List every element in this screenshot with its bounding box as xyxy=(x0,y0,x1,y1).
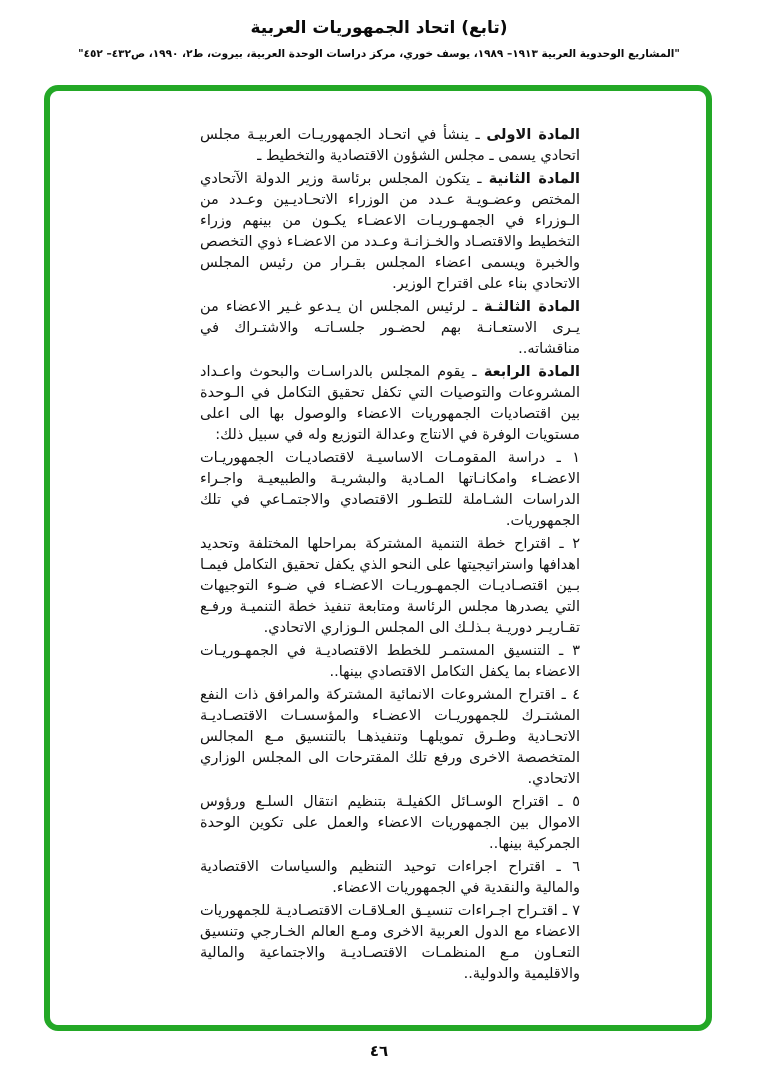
clause-5-paragraph: ٥ ـ اقتراح الوسـائل الكفيلـة بتنظيم انتقال السلـع ورؤوس الاموال بين الجمهوريات الاعضاء والعمل على تكوين الوحدة الجمركية بينها.. xyxy=(200,794,580,852)
clause-2-paragraph: ٢ ـ اقتراح خطة التنمية المشتركة بمراحلها المختلفة وتحديد اهدافها واستراتيجيتها على النحو الذي يكفل تحقيق التكامل فيمـا بـين اقتصـاديـات الجمهـوريـات الاعضـاء في ضـوء التوجيهات التي يصدرها مجلس الرئاسة ومتابعة تنفيذ خطة التنميـة ورفـع تقـاريـر دوريـة بـذلـك الى المجلس الـوزاري الاتحادي. xyxy=(200,536,580,636)
article-4-paragraph xyxy=(200,362,580,446)
green-border-frame xyxy=(44,85,712,1031)
clause-3-paragraph: ٣ ـ التنسيق المستمـر للخطط الاقتصاديـة في الجمهـوريـات الاعضاء بما يكفل التكامل الاقتصادي بينها.. xyxy=(200,643,580,680)
page-number: ٤٦ xyxy=(369,1042,389,1060)
article-3-text: ـ لرئيس المجلس ان يـدعو غـير الاعضاء من يـرى الاستعـانـة بهم لحضـور جلسـاتـه والاشتـراك في مناقشاته.. xyxy=(200,299,580,357)
page-title: (تابع) اتحاد الجمهوريات العربية xyxy=(250,18,508,38)
article-4-label: المادة الرابعة xyxy=(483,364,580,380)
article-1-text: ـ ينشأ في اتحـاد الجمهوريـات العربيـة مجلس اتحادي يسمى ـ مجلس الشؤون الاقتصادية والتخطيط ـ xyxy=(200,127,580,164)
article-3-label: المادة الثالثـة xyxy=(484,299,580,315)
article-4-text: ـ يقوم المجلس بالدراسـات والبحوث واعـداد المشروعات والتوصيات التي تكفل تحقيق التكامل في الـوحدة بين اقتصاديات الجمهوريات الاعضاء والوصول بها الى اعلى مستويات الوفرة في الانتاج وعدالة التوزيع وله في سبيل ذلك: xyxy=(200,364,580,443)
clause-6-paragraph: ٦ ـ اقتراح اجراءات توحيد التنظيم والسياسات الاقتصادية والمالية والنقدية في الجمهوريات الاعضاء. xyxy=(200,859,580,896)
bibliographic-source-line: "المشاريع الوحدوية العربية ١٩١٣– ١٩٨٩، يوسف خوري، مركز دراسات الوحدة العربية، بيروت، ط٢، ١٩٩٠، ص٤٣٢– ٤٥٢" xyxy=(78,48,680,60)
document-text-column xyxy=(200,125,580,987)
article-2-text: ـ يتكون المجلس برئاسة وزير الدولة الآتحادي المختص وعضـويـة عـدد من الوزراء الاتحـاديـين وعـدد من الـوزراء في الجمهـوريـات الاعضـاء يكـون من بينهم وزراء التخطيط والاقتصـاد والخـزانـة وعـدد من الاعضـاء ذوي التخصص والخبرة ويسمى اعضاء المجلس بقـرار من رئيس المجلس الاتحادي بناء على اقتراح الوزير. xyxy=(200,171,580,292)
article-1-label: المادة الاولى xyxy=(486,127,580,143)
clause-7-paragraph: ٧ ـ اقتـراح اجـراءات تنسيـق العـلاقـات الاقتصـاديـة للجمهوريات الاعضاء مع الدول العربية الاخرى ومـع العالم الخـارجي وتنسيق التعـاون مـع المنظمـات الاقتصـاديـة والاجتماعية والمالية والاقليمية والدولية.. xyxy=(200,903,580,982)
article-2-paragraph xyxy=(200,169,580,295)
article-3-paragraph xyxy=(200,297,580,360)
article-2-label: المادة الثانية xyxy=(488,171,580,187)
article-1-paragraph xyxy=(200,125,580,167)
clause-4-paragraph: ٤ ـ اقتراح المشروعات الانمائية المشتركة والمرافق ذات النفع المشتـرك للجمهوريـات الاعضـاء والمؤسسـات الاقتصـاديـة الاتحـادية وطـرق تمويلهـا وتنفيذهـا بالتنسيق مـع المجالس المتخصصة الاخرى ورفع تلك المقترحات الى المجلس الوزاري الاتحادي. xyxy=(200,687,580,787)
clause-1-paragraph: ١ ـ دراسة المقومـات الاساسيـة لاقتصاديـات الجمهوريـات الاعضـاء وامكانـاتها المـادية والبشريـة والطبيعيـة واجـراء الدراسات الشـاملة للتطـور الاقتصادي والاجتمـاعي في تلك الجمهوريات. xyxy=(200,450,580,529)
